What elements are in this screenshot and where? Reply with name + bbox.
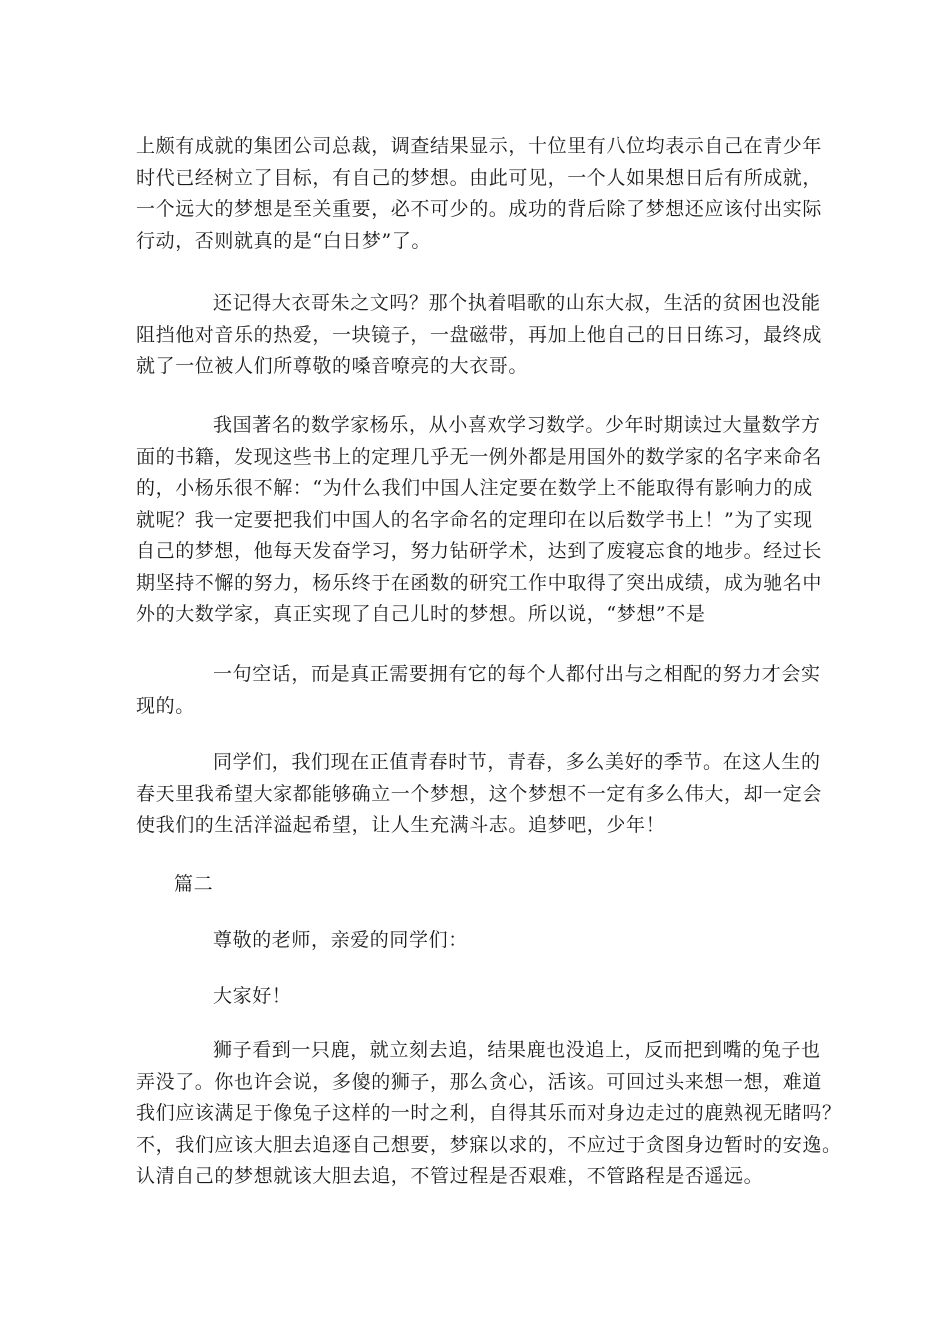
text-line: 我国著名的数学家杨乐，从小喜欢学习数学。少年时期读过大量数学方 <box>213 414 821 436</box>
text-line: 篇二 <box>174 873 214 895</box>
text-line: 认清自己的梦想就该大胆去追，不管过程是否艰难，不管路程是否遥远。 <box>136 1165 764 1187</box>
text-line: 现的。 <box>136 694 195 717</box>
greeting <box>136 981 826 1013</box>
text-line: 使我们的生活洋溢起希望，让人生充满斗志。追梦吧，少年！ <box>136 814 666 836</box>
text-line: 一句空话，而是真正需要拥有它的每个人都付出与之相配的努力才会实 <box>213 663 821 685</box>
text-line: 期坚持不懈的努力，杨乐终于在函数的研究工作中取得了突出成绩，成为驰名中 <box>136 571 823 594</box>
text-line: 阻挡他对音乐的热爱，一块镜子，一盘磁带，再加上他自己的日日练习，最终成 <box>136 323 823 346</box>
text-line: 我们应该满足于像兔子这样的一时之利，自得其乐而对身边走过的鹿熟视无睹吗？ <box>136 1102 842 1124</box>
text-line: 不，我们应该大胆去追逐自己想要，梦寐以求的，不应过于贪图身边暂时的安逸。 <box>136 1133 842 1156</box>
text-line: 就了一位被人们所尊敬的嗓音嘹亮的大衣哥。 <box>136 355 529 377</box>
paragraph-lion <box>136 1035 842 1193</box>
text-line: 的，小杨乐很不解：“为什么我们中国人注定要在数学上不能取得有影响力的成 <box>136 477 813 499</box>
text-line: 上颇有成就的集团公司总裁，调查结果显示，十位里有八位均表示自己在青少年 <box>136 135 823 157</box>
paragraph-empty-words <box>136 659 826 722</box>
paragraph-yang-le <box>136 410 826 631</box>
text-line: 外的大数学家，真正实现了自己儿时的梦想。所以说，“梦想”不是 <box>136 603 706 625</box>
paragraph-zhu-zhiwen <box>136 288 826 383</box>
text-line: 时代已经树立了目标，有自己的梦想。由此可见，一个人如果想日后有所成就， <box>136 166 823 189</box>
text-line: 自己的梦想，他每天发奋学习，努力钻研学术，达到了废寝忘食的地步。经过长 <box>136 540 823 562</box>
paragraph-classmates <box>136 747 826 842</box>
paragraph-continuation <box>136 131 826 257</box>
text-line: 弄没了。你也许会说，多傻的狮子，那么贪心，活该。可回过头来想一想，难道 <box>136 1070 823 1093</box>
text-line: 就呢？我一定要把我们中国人的名字命名的定理印在以后数学书上！”为了实现 <box>136 508 813 531</box>
text-line: 行动，否则就真的是“白日梦”了。 <box>136 229 432 252</box>
text-line: 面的书籍，发现这些书上的定理几乎无一例外都是用国外的数学家的名字来命名 <box>136 445 823 468</box>
section-heading <box>136 869 826 901</box>
text-line: 一个远大的梦想是至关重要，必不可少的。成功的背后除了梦想还应该付出实际 <box>136 198 823 220</box>
text-line: 狮子看到一只鹿，就立刻去追，结果鹿也没追上，反而把到嘴的兔子也 <box>213 1039 821 1061</box>
text-line: 尊敬的老师，亲爱的同学们： <box>213 929 468 951</box>
text-line: 大家好！ <box>213 985 292 1007</box>
text-line: 春天里我希望大家都能够确立一个梦想，这个梦想不一定有多么伟大，却一定会 <box>136 782 823 805</box>
salutation <box>136 925 826 957</box>
text-line: 同学们，我们现在正值青春时节，青春，多么美好的季节。在这人生的 <box>213 751 821 773</box>
text-line: 还记得大衣哥朱之文吗？那个执着唱歌的山东大叔，生活的贫困也没能 <box>213 292 821 314</box>
